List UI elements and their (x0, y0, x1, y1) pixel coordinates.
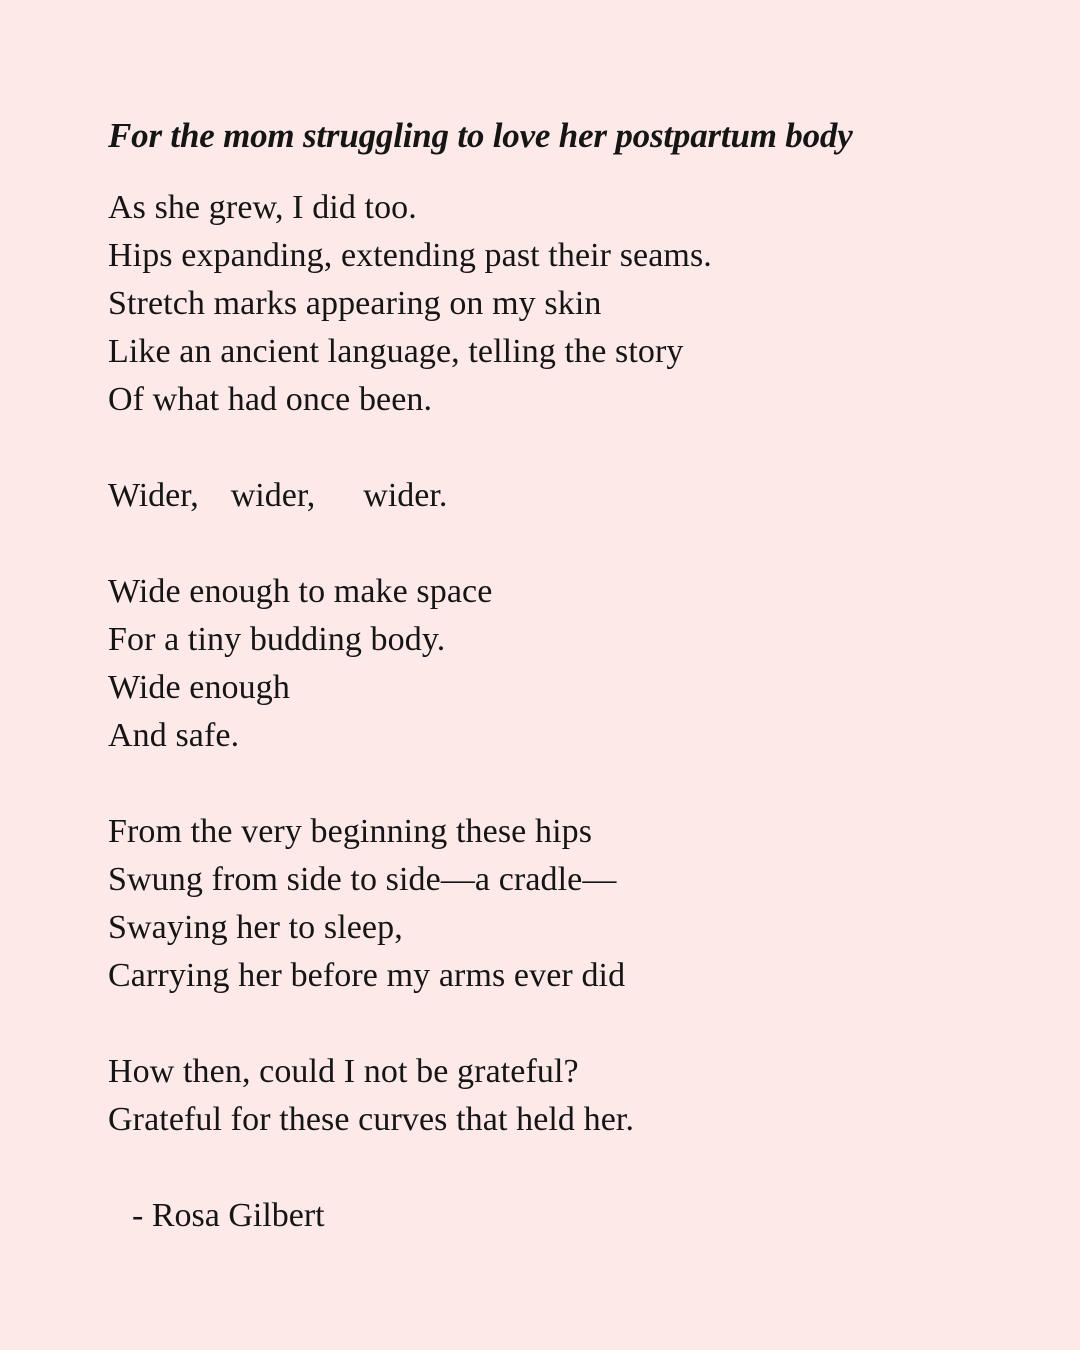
poem-line: Swaying her to sleep, (108, 909, 403, 946)
poem-title: For the mom struggling to love her postpartum body (108, 116, 853, 155)
poem-line: How then, could I not be grateful? (108, 1053, 579, 1090)
poem-page (108, 112, 1008, 1240)
poem-line: From the very beginning these hips (108, 813, 593, 850)
poem-line: Carrying her before my arms ever did (108, 957, 626, 994)
stanza-1 (108, 184, 1008, 424)
stanza-5 (108, 1048, 1008, 1144)
poem-line: And safe. (108, 717, 240, 754)
stanza-2 (108, 472, 1008, 520)
poem-signature: - Rosa Gilbert (132, 1197, 325, 1234)
poem-line: For a tiny budding body. (108, 621, 446, 658)
poem-line: As she grew, I did too. (108, 189, 417, 226)
poem-word: wider, (230, 477, 316, 514)
poem-line: Stretch marks appearing on my skin (108, 285, 602, 322)
poem-line: Hips expanding, extending past their seams. (108, 237, 712, 274)
poem-line: Wide enough (108, 669, 290, 706)
poem-line: Like an ancient language, telling the story (108, 333, 684, 370)
poem-line: Wide enough to make space (108, 573, 493, 610)
poem-line: Swung from side to side—a cradle— (108, 861, 617, 898)
poem-word: wider. (363, 477, 448, 514)
poem-line: Grateful for these curves that held her. (108, 1101, 635, 1138)
poem-word: Wider, (108, 477, 199, 514)
poem-line: Of what had once been. (108, 381, 433, 418)
poem-body (108, 184, 1008, 1144)
poem-line-spaced (108, 472, 1008, 520)
stanza-3 (108, 568, 1008, 760)
stanza-4 (108, 808, 1008, 1000)
